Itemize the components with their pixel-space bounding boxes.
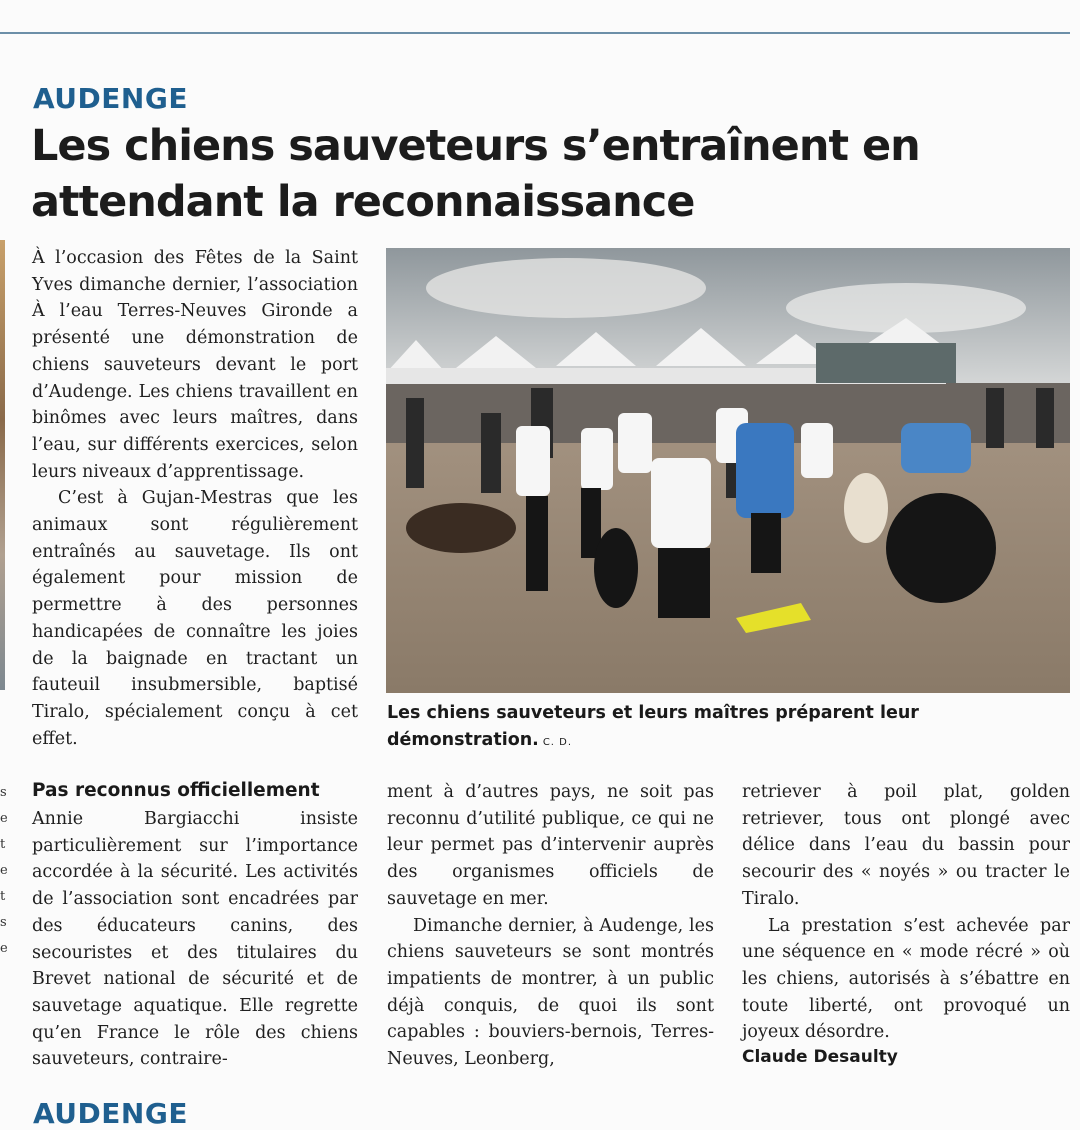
article-column-2 — [32, 806, 358, 1073]
section-kicker: AUDENGE — [33, 82, 188, 115]
article-photo — [386, 248, 1070, 693]
photo-credit: C. D. — [542, 737, 573, 748]
paragraph: À l’occasion des Fêtes de la Saint Yves dimanche dernier, l’association À l’eau Terres-Neuves Gironde a présenté une démonstration de chiens sauveteurs devant le port d’Audenge. Les chiens travaillent en binômes avec leurs maîtres, dans l’eau, sur différents exercices, selon leurs niveaux d’apprentissage. — [32, 248, 358, 482]
caption-text: Les chiens sauveteurs et leurs maîtres préparent leur démonstration. — [387, 703, 919, 750]
adjacent-photo-edge — [0, 240, 5, 690]
paragraph: La prestation s’est achevée par une séquence en « mode récré » où les chiens, autorisés à s’ébattre en toute liberté, ont provoqué un joyeux désordre. — [742, 915, 1070, 1043]
paragraph: C’est à Gujan-Mestras que les animaux sont régulièrement entraînés au sauvetage. Ils ont également pour mission de permettre à des personnes handicapées de connaître les joies de la baignade en tractant un fauteuil insubmersible, baptisé Tiralo, spécialement conçu à cet effet. — [32, 488, 358, 749]
article-headline: Les chiens sauveteurs s’entraînent en attendant la reconnaissance — [31, 121, 920, 227]
section-subhead: Pas reconnus officiellement — [32, 780, 320, 801]
article-column-1 — [32, 245, 358, 752]
paragraph: Annie Bargiacchi insiste particulièrement sur l’importance accordée à la sécurité. Les activités de l’association sont encadrées par des éducateurs canins, des secouristes et des titulaires du Brevet national de sécurité et de sauvetage aquatique. Elle regrette qu’en France le rôle des chiens sauveteurs, contraire- — [32, 809, 358, 1070]
photo-caption — [387, 700, 1027, 756]
dog-training-photo — [386, 248, 1070, 693]
paragraph: ment à d’autres pays, ne soit pas reconnu d’utilité publique, ce qui ne leur permet pas d’intervenir auprès des organismes officiels de sauvetage en mer. — [387, 782, 714, 909]
article-column-3 — [387, 779, 714, 1073]
article-column-4 — [742, 779, 1070, 1046]
paragraph: retriever à poil plat, golden retriever, tous ont plongé avec délice dans l’eau du bassin pour secourir des « noyés » ou tracter le Tiralo. — [742, 782, 1070, 909]
paragraph: Dimanche dernier, à Audenge, les chiens sauveteurs se sont montrés impatients de montrer, à un public déjà conquis, de quoi ils sont capables : bouviers-bernois, Terres-Neuves, Leonberg, — [387, 915, 714, 1070]
next-article-kicker: AUDENGE — [33, 1097, 188, 1130]
top-rule — [0, 32, 1070, 34]
adjacent-column-letters: s e t e t s e — [0, 785, 8, 956]
author-byline: Claude Desaulty — [742, 1047, 898, 1067]
